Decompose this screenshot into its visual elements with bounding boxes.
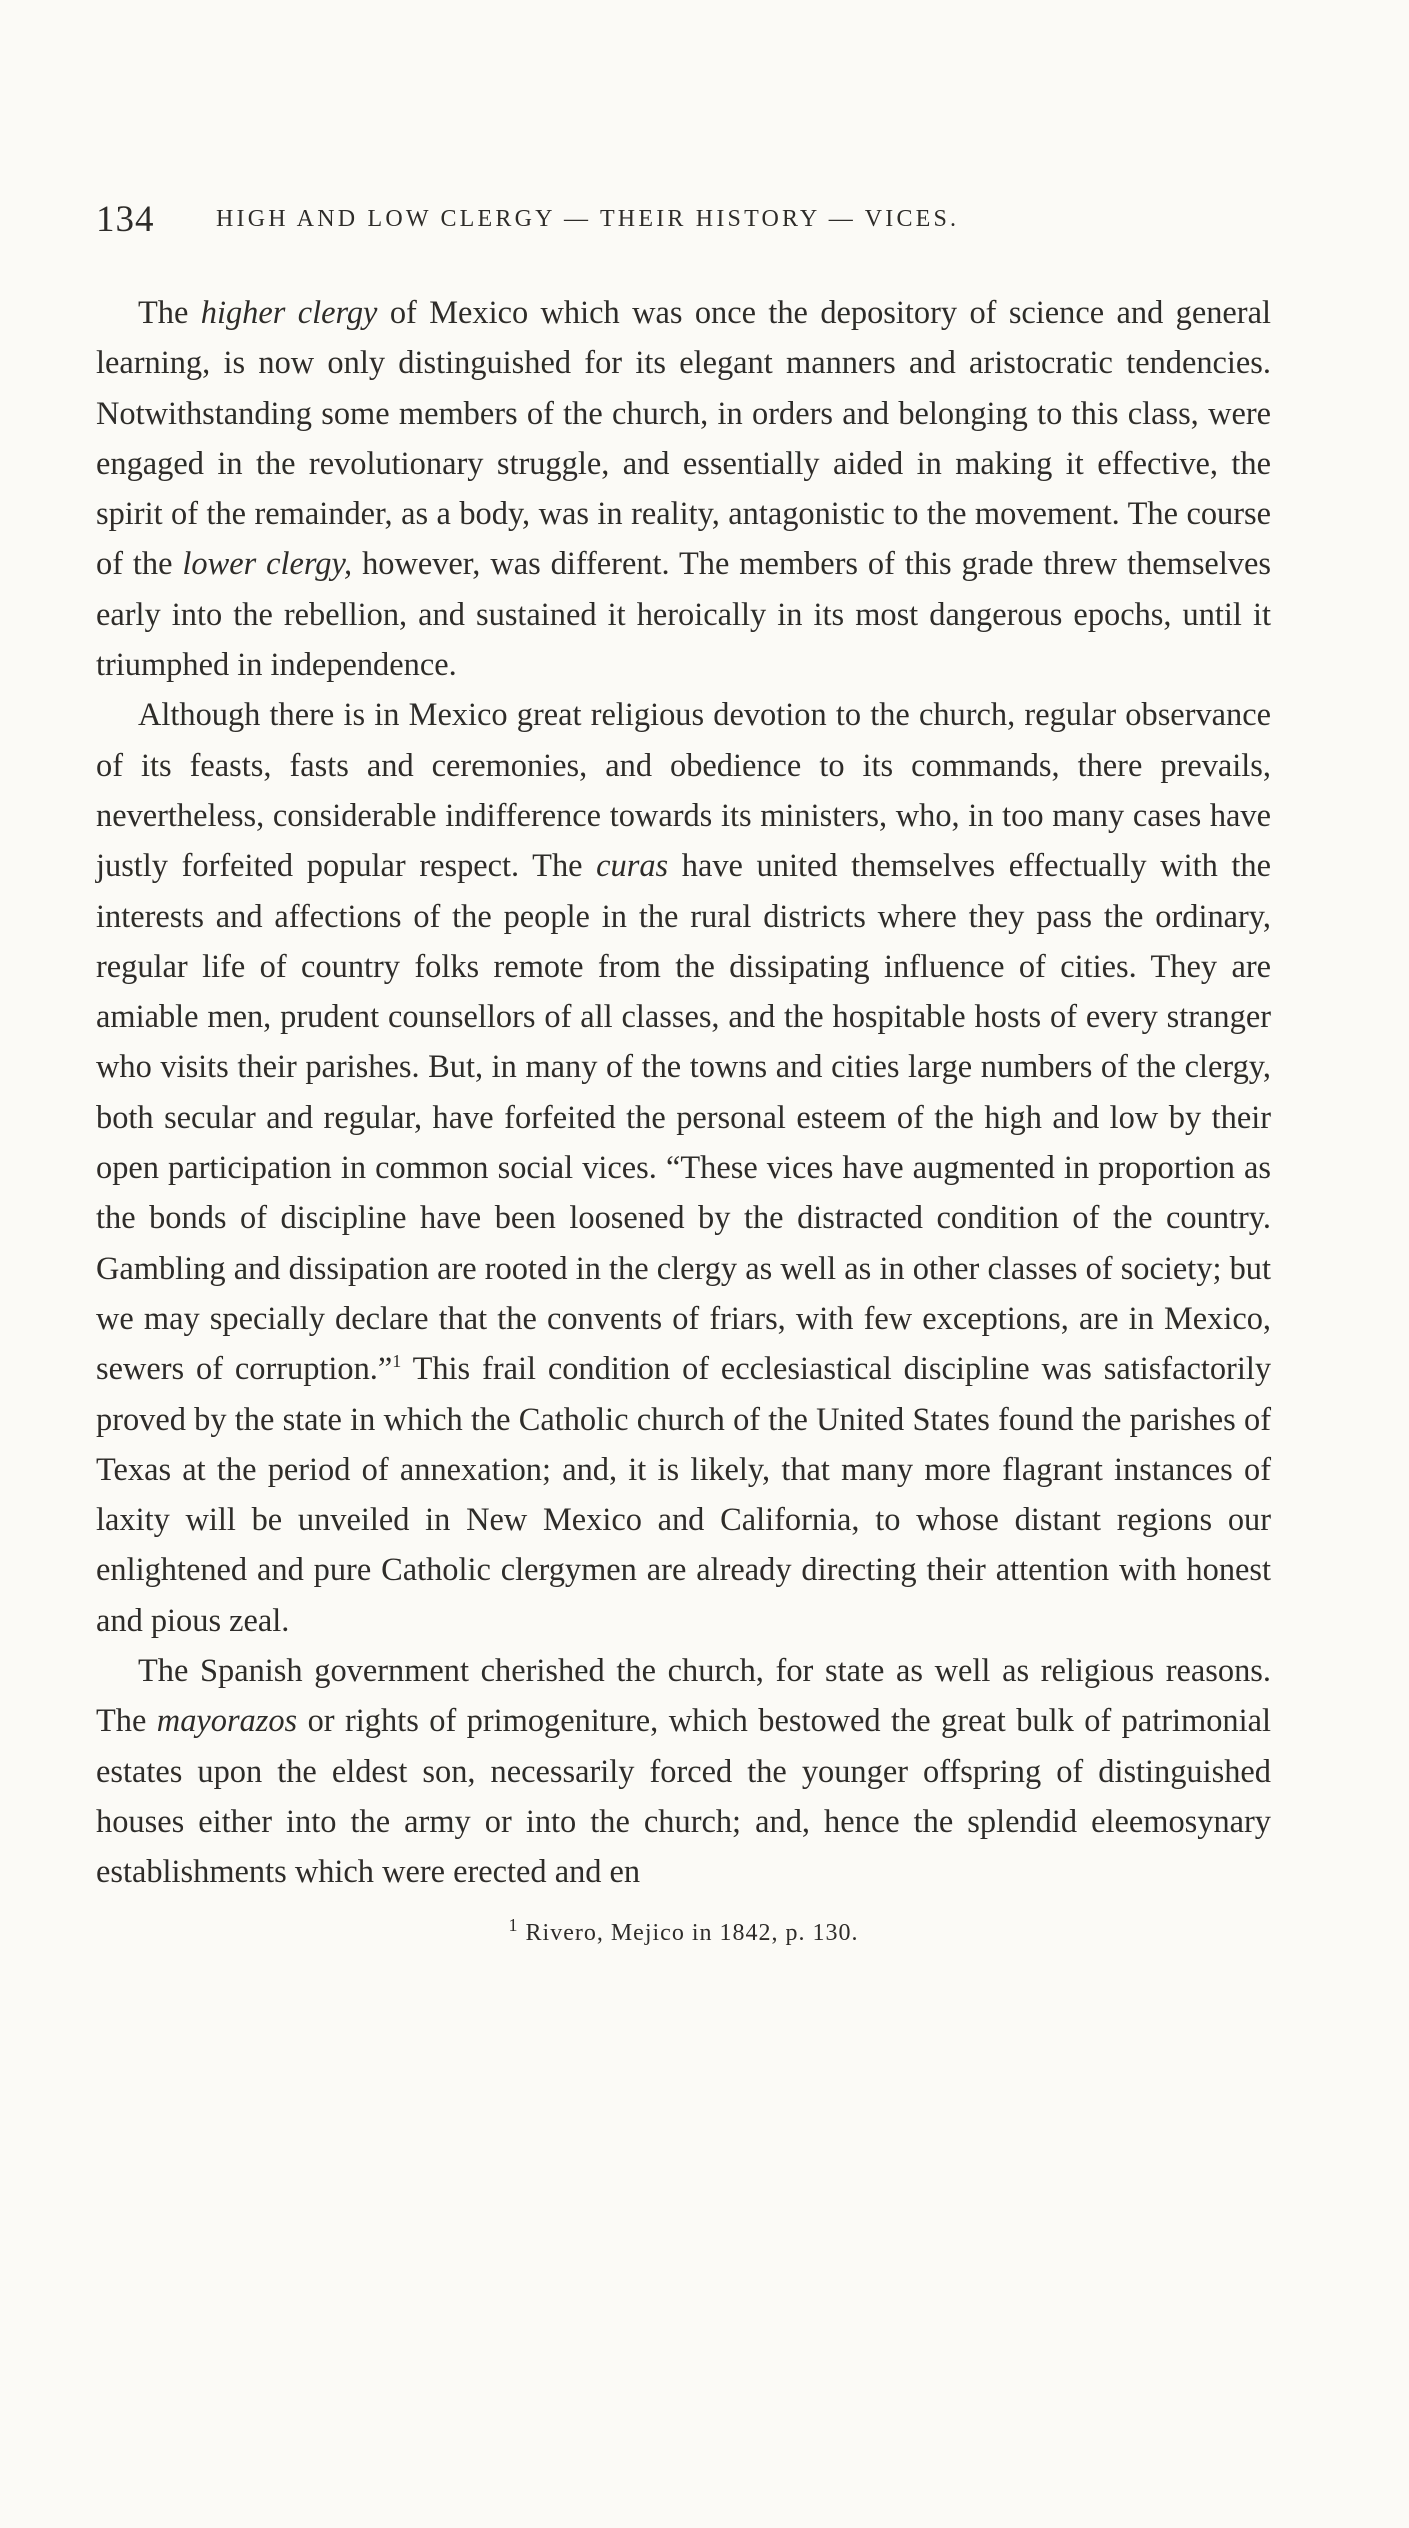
paragraph-3-italic-mayorazos: mayorazos — [156, 1703, 298, 1740]
paragraph-1-italic-higher-clergy: higher clergy — [200, 295, 378, 331]
footnote-reference-mark: 1 — [392, 1351, 402, 1372]
paragraph-1-italic-lower-clergy: lower clergy, — [182, 546, 353, 583]
paragraph-2-italic-curas: curas — [596, 848, 669, 885]
paragraph-2-text-3: This frail condition of ecclesiastical discipline was satisfactorily proved by the state in which the Catholic church of the United States found the parishes of Texas at the period of annexation; and, it is likely, that many more flagrant instances of laxity will be unveiled in New Mexico and California, to whose distant regions our enlightened and pure Catholic clergymen are already directing their attention with honest and pious zeal. — [96, 1351, 1272, 1639]
paragraph-2 — [96, 690, 1271, 1646]
footnote-text: Rivero, Mejico in 1842, p. 130. — [525, 1919, 859, 1946]
footnote — [96, 1914, 1271, 1947]
paragraph-1-text-2: of Mexico which was once the depository of science and general learning, is now only distinguished for its elegant manners and aristocratic tendencies. Notwithstanding some members of the church, in orders and belonging to this class, were engaged in the revolutionary struggle, and essentially aided in making it effective, the spirit of the remainder, as a body, was in reality, antagonistic to the movement. The course of the — [96, 295, 1271, 583]
book-page — [96, 198, 1271, 1947]
running-head-title: HIGH AND LOW CLERGY — THEIR HISTORY — VICES. — [216, 206, 960, 232]
paragraph-3 — [96, 1646, 1271, 1897]
paragraph-1-text-1: The — [138, 295, 201, 331]
paragraph-3-text-2: or rights of primogeniture, which bestowed the great bulk of patrimonial estates upon the eldest son, necessarily forced the younger offspring of distinguished houses either into the army or into the church; and, hence the splendid eleemosynary establishments which were erected and en — [96, 1703, 1271, 1891]
paragraph-1 — [96, 288, 1271, 690]
paragraph-1-text-3: however, was different. The members of this grade threw themselves early into the rebellion, and sustained it heroically in its most dangerous epochs, until it triumphed in independence. — [96, 546, 1271, 684]
paragraph-2-text-2: have united themselves effectually with the interests and affections of the people in the rural districts where they pass the ordinary, regular life of country folks remote from the dissipating influence of cities. They are amiable men, prudent counsellors of all classes, and the hospitable hosts of every stranger who visits their parishes. But, in many of the towns and cities large numbers of the clergy, both secular and regular, have forfeited the personal esteem of the high and low by their open participation in common social vices. “These vices have augmented in proportion as the bonds of discipline have been loosened by the distracted condition of the country. Gambling and dissipation are rooted in the clergy as well as in other classes of society; but we may specially declare that the convents of friars, with few exceptions, are in Mexico, sewers of corruption.” — [96, 848, 1271, 1388]
running-head — [96, 198, 1271, 248]
body-text — [96, 288, 1271, 1898]
page-number: 134 — [96, 199, 155, 240]
footnote-mark: 1 — [508, 1914, 519, 1935]
paragraph-2-text-1: Although there is in Mexico great religious devotion to the church, regular observance of its feasts, fasts and ceremonies, and obedience to its commands, there prevails, nevertheless, considerable indifference towards its ministers, who, in too many cases have justly forfeited popular respect. The — [96, 697, 1271, 885]
paragraph-3-text-1: The Spanish government cherished the church, for state as well as religious reasons. The — [96, 1653, 1271, 1740]
